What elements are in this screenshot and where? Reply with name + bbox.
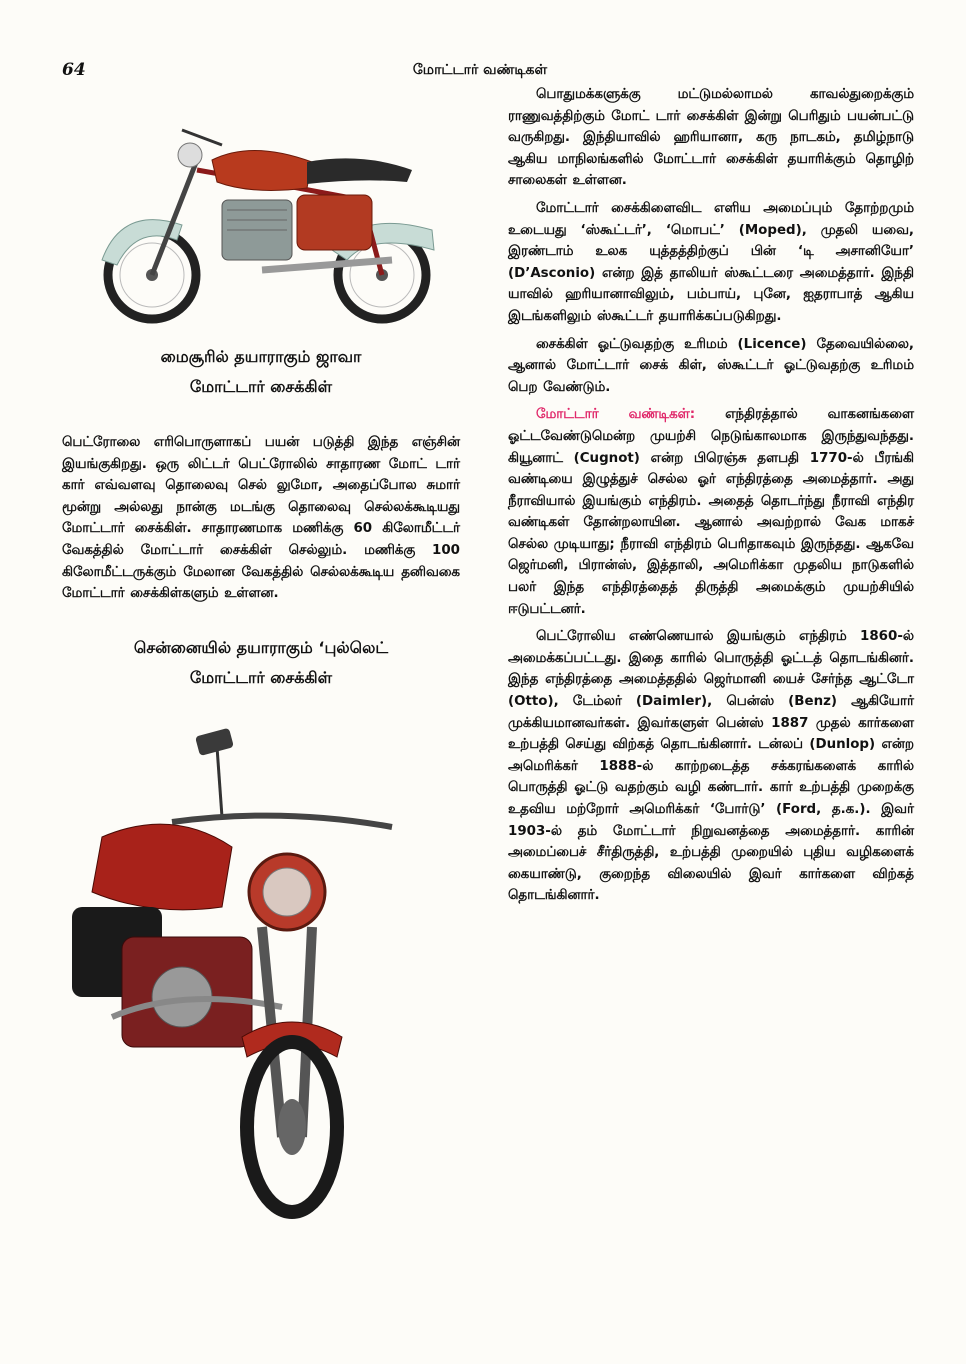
caption-bullet-line1: சென்னையில் தயாராகும் ‘புல்லெட் <box>133 637 389 657</box>
page-number: 64 <box>62 60 86 80</box>
right-paragraph-4-body: எந்திரத்தால் வாகனங்களை ஓட்டவேண்டுமென்ற முயற்சி நெடுங்காலமாக இருந்துவந்தது. கியூனாட் (Cugnot) என்ற பிரெஞ்சு தளபதி 1770-ல் பீரங்கி வண்டியை இழுத்துச் செல்ல ஓர் எந்திரத்தை அமைத்தார். அது நீராவியால் இயங்கும் எந்திரம். அதைத் தொடர்ந்து நீராவி எந்திர வண்டிகள் தோன்றலாயின. ஆனால் அவற்றால் வேக மாகச் செல்ல முடியாது; நீராவி எந்திரம் பெரிதாகவும் இருந்தது. ஆகவே ஜெர்மனி, பிரான்ஸ், இத்தாலி, அமெரிக்கா முதலிய நாடுகளில் பலர் இந்த எந்திரத்தைத் திருத்தி அமைக்கும் முயற்சியில் ஈடுபட்டனர். <box>508 407 914 617</box>
right-paragraph-4 <box>508 404 914 620</box>
right-column <box>508 84 914 913</box>
left-column <box>62 100 460 1227</box>
caption-jawa-line1: மைசூரில் தயாராகும் ஜாவா <box>160 347 362 366</box>
section-heading-motor-vehicles: மோட்டார் வண்டிகள்: <box>536 407 696 423</box>
right-paragraph-3: சைக்கிள் ஓட்டுவதற்கு உரிமம் (Licence) தேவையில்லை, ஆனால் மோட்டார் சைக் கிள், ஸ்கூட்டர் ஓட்டுவதற்கு உரிமம் பெற வேண்டும். <box>508 336 914 395</box>
caption-bullet-line2: மோட்டார் சைக்கிள் <box>189 667 333 687</box>
right-paragraph-5: பெட்ரோலிய எண்ணெயால் இயங்கும் எந்திரம் 1860-ல் அமைக்கப்பட்டது. இதை காரில் பொருத்தி ஓட்டத் தொடங்கினர். இந்த எந்திரத்தை அமைத்ததில் ஜெர்மானி யைச் சேர்ந்த ஆட்டோ (Otto), டேம்லர் (Daimler), பென்ஸ் (Benz) ஆகியோர் முக்கியமானவர்கள். இவர்களுள் பென்ஸ் 1887 முதல் கார்களை உற்பத்தி செய்து விற்கத் தொடங்கினார். டன்லப் (Dunlop) என்ற அமெரிக்கர் 1888-ல் காற்றடைத்த சக்கரங்களைக் காரில் பொருத்தி ஓட்டு வதற்கும் வழி கண்டார். கார் உற்பத்தி முறைக்கு உதவிய மற்றோர் அமெரிக்கர் ‘போர்டு’ (Ford, த.க.). இவர் 1903-ல் தம் மோட்டார் நிறுவனத்தை அமைத்தார். காரின் அமைப்பைச் சீர்திருத்தி, உற்பத்தி முறையில் புதிய வழிகளைக் கையாண்டு, குறைந்த விலையில் இவர் கார்களை விற்கத் தொடங்கினார். <box>508 629 914 904</box>
jawa-motorcycle-image <box>62 100 460 330</box>
running-title: மோட்டார் வண்டிகள் <box>412 62 548 78</box>
left-paragraph-1: பெட்ரோலை எரிபொருளாகப் பயன் படுத்தி இந்த எஞ்சின் இயங்குகிறது. ஒரு லிட்டர் பெட்ரோலில் சாதாரண மோட் டார் கார் எவ்வளவு தொலைவு செல் லுமோ, அதைப்போல சுமார் மூன்று அல்லது நான்கு மடங்கு தொலைவு செல்லக்கூடியது மோட்டார் சைக்கிள். சாதாரணமாக மணிக்கு 60 கிலோமீட்டர் வேகத்தில் மோட்டார் சைக்கிள் செல்லும். மணிக்கு 100 கிலோமீட்டருக்கும் மேலான வேகத்தில் செல்லக்கூடிய தனிவகை மோட்டார் சைக்கிள்களும் உள்ளன. <box>62 435 460 602</box>
right-paragraph-1: பொதுமக்களுக்கு மட்டுமல்லாமல் காவல்துறைக்கும் ராணுவத்திற்கும் மோட் டார் சைக்கிள் இன்று பெரிதும் பயன்பட்டு வருகிறது. இந்தியாவில் ஹரியானா, கரு நாடகம், தமிழ்நாடு ஆகிய மாநிலங்களில் மோட்டார் சைக்கிள் தயாரிக்கும் தொழிற் சாலைகள் உள்ளன. <box>508 87 914 189</box>
caption-jawa-line2: மோட்டார் சைக்கிள் <box>189 377 333 396</box>
right-paragraph-2: மோட்டார் சைக்கிளைவிட எளிய அமைப்பும் தோற்றமும் உடையது ‘ஸ்கூட்டர்’, ‘மொபட்’ (Moped), முதலி யவை, இரண்டாம் உலக யுத்தத்திற்குப் பின் ‘டி அசானியோ’ (D’Asconio) என்ற இத் தாலியர் ஸ்கூட்டரை அமைத்தார். இந்தி யாவில் ஹரியானாவிலும், பம்பாய், புனே, ஐதராபாத் ஆகிய இடங்களிலும் ஸ்கூட்டர் தயாரிக்கப்படுகிறது. <box>508 200 914 324</box>
bullet-motorcycle-image <box>62 707 460 1227</box>
